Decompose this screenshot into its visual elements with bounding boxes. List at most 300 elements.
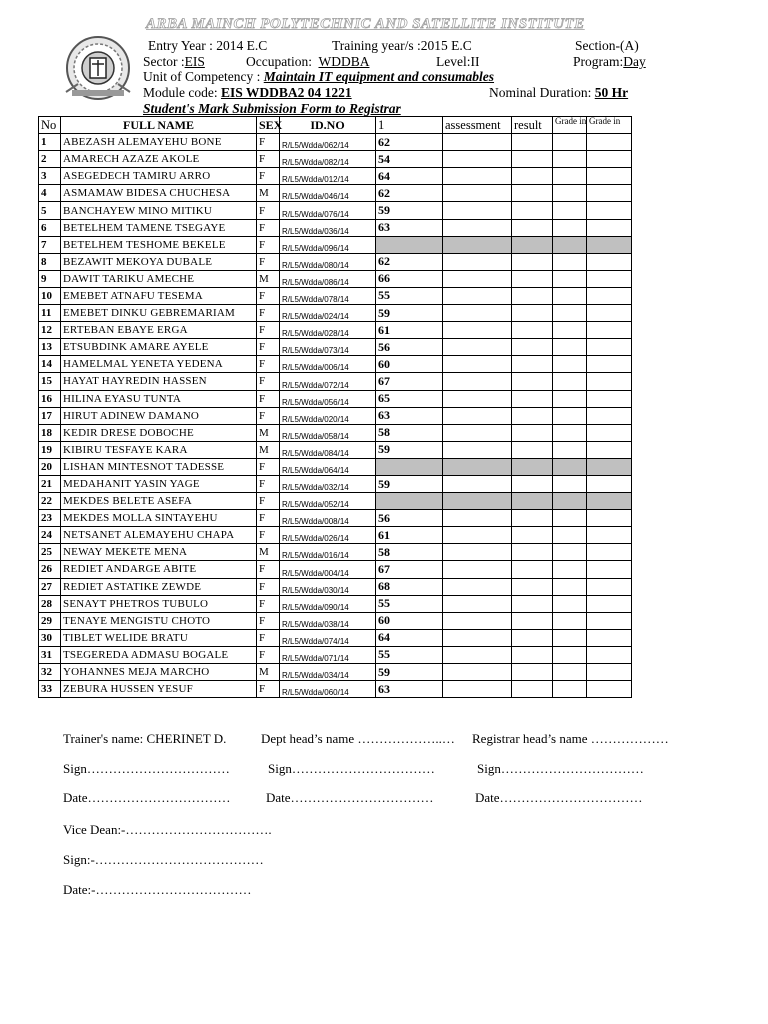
- row-number: 1: [39, 134, 61, 151]
- result-cell: [512, 270, 553, 287]
- assessment-cell: [443, 287, 512, 304]
- grade-cell-2: [587, 168, 632, 185]
- vice-dean-sign: Sign:-…………………………………: [63, 852, 264, 867]
- mark-cell: 55: [376, 646, 443, 663]
- mark-cell: 68: [376, 578, 443, 595]
- student-sex: F: [257, 407, 280, 424]
- student-sex: F: [257, 134, 280, 151]
- student-name: BETELHEM TAMENE TSEGAYE: [61, 219, 257, 236]
- row-number: 4: [39, 185, 61, 202]
- assessment-cell: [443, 561, 512, 578]
- grade-cell-2: [587, 373, 632, 390]
- assessment-cell: [443, 322, 512, 339]
- table-row: [39, 629, 632, 646]
- grade-cell-1: [553, 561, 587, 578]
- student-sex: F: [257, 510, 280, 527]
- student-name: HIRUT ADINEW DAMANO: [61, 407, 257, 424]
- result-cell: [512, 441, 553, 458]
- student-id: R/L5/Wdda/082/14: [280, 151, 376, 168]
- assessment-cell: [443, 578, 512, 595]
- table-row: [39, 151, 632, 168]
- student-name: ETSUBDINK AMARE AYELE: [61, 339, 257, 356]
- sector-label: Sector :: [143, 54, 185, 69]
- grade-cell-1: [553, 441, 587, 458]
- student-id: R/L5/Wdda/006/14: [280, 356, 376, 373]
- student-sex: F: [257, 475, 280, 492]
- student-name: TIBLET WELIDE BRATU: [61, 629, 257, 646]
- grade-cell-2: [587, 544, 632, 561]
- row-number: 8: [39, 253, 61, 270]
- grade-cell-2: [587, 305, 632, 322]
- student-sex: F: [257, 322, 280, 339]
- grade-cell-1: [553, 151, 587, 168]
- mark-cell: 63: [376, 681, 443, 698]
- student-sex: F: [257, 373, 280, 390]
- student-name: ABEZASH ALEMAYEHU BONE: [61, 134, 257, 151]
- student-name: BANCHAYEW MINO MITIKU: [61, 202, 257, 219]
- grade-cell-1: [553, 373, 587, 390]
- assessment-cell: [443, 202, 512, 219]
- mark-cell: 67: [376, 561, 443, 578]
- institute-title: ARBA MAINCH POLYTECHNIC AND SATELLITE INSTITUTE: [146, 16, 585, 32]
- grade-cell-1: [553, 664, 587, 681]
- student-id: R/L5/Wdda/056/14: [280, 390, 376, 407]
- table-row: [39, 493, 632, 510]
- mark-cell: 66: [376, 270, 443, 287]
- grade-cell-2: [587, 407, 632, 424]
- assessment-cell: [443, 475, 512, 492]
- grade-cell-1: [553, 270, 587, 287]
- student-id: R/L5/Wdda/086/14: [280, 270, 376, 287]
- student-id: R/L5/Wdda/080/14: [280, 253, 376, 270]
- assessment-cell: [443, 305, 512, 322]
- table-row: [39, 595, 632, 612]
- grade-cell-1: [553, 253, 587, 270]
- occupation-label: Occupation:: [246, 54, 312, 69]
- student-name: NEWAY MEKETE MENA: [61, 544, 257, 561]
- student-sex: F: [257, 578, 280, 595]
- student-id: R/L5/Wdda/008/14: [280, 510, 376, 527]
- sector: [143, 54, 205, 70]
- grade-cell-1: [553, 578, 587, 595]
- row-number: 27: [39, 578, 61, 595]
- grade-cell-1: [553, 646, 587, 663]
- student-sex: F: [257, 458, 280, 475]
- table-row: [39, 270, 632, 287]
- student-id: R/L5/Wdda/028/14: [280, 322, 376, 339]
- mark-cell: [376, 458, 443, 475]
- student-sex: F: [257, 202, 280, 219]
- result-cell: [512, 202, 553, 219]
- occupation-value: WDDBA: [318, 54, 370, 69]
- result-cell: [512, 664, 553, 681]
- grade-cell-2: [587, 390, 632, 407]
- grade-cell-2: [587, 681, 632, 698]
- student-name: YOHANNES MEJA MARCHO: [61, 664, 257, 681]
- student-id: R/L5/Wdda/004/14: [280, 561, 376, 578]
- mark-cell: 63: [376, 407, 443, 424]
- student-sex: F: [257, 561, 280, 578]
- dept-head-date: Date……………………………: [266, 790, 434, 805]
- row-number: 6: [39, 219, 61, 236]
- dept-head-name: Dept head’s name ………………..…: [261, 731, 455, 746]
- unit-value: Maintain IT equipment and consumables: [263, 69, 495, 84]
- mark-cell: 58: [376, 424, 443, 441]
- table-row: [39, 544, 632, 561]
- student-name: KIBIRU TESFAYE KARA: [61, 441, 257, 458]
- assessment-cell: [443, 168, 512, 185]
- result-cell: [512, 458, 553, 475]
- table-row: [39, 390, 632, 407]
- result-cell: [512, 612, 553, 629]
- result-cell: [512, 578, 553, 595]
- table-row: [39, 373, 632, 390]
- module-label: Module code:: [143, 85, 218, 100]
- grade-cell-1: [553, 629, 587, 646]
- grade-cell-1: [553, 185, 587, 202]
- mark-cell: 55: [376, 595, 443, 612]
- table-row: [39, 202, 632, 219]
- assessment-cell: [443, 185, 512, 202]
- assessment-cell: [443, 236, 512, 253]
- row-number: 24: [39, 527, 61, 544]
- section: Section-(A): [575, 38, 639, 53]
- student-id: R/L5/Wdda/016/14: [280, 544, 376, 561]
- row-number: 33: [39, 681, 61, 698]
- row-number: 20: [39, 458, 61, 475]
- result-cell: [512, 424, 553, 441]
- assessment-cell: [443, 407, 512, 424]
- program: [573, 54, 646, 70]
- mark-cell: 56: [376, 510, 443, 527]
- mark-cell: 67: [376, 373, 443, 390]
- student-id: R/L5/Wdda/052/14: [280, 493, 376, 510]
- grade-cell-2: [587, 527, 632, 544]
- mark-cell: 59: [376, 202, 443, 219]
- row-number: 28: [39, 595, 61, 612]
- result-cell: [512, 475, 553, 492]
- grade-cell-1: [553, 475, 587, 492]
- level: Level:II: [436, 54, 480, 69]
- form-title: Student's Mark Submission Form to Registrar: [143, 101, 401, 116]
- row-number: 16: [39, 390, 61, 407]
- registrar-head-name: Registrar head’s name ………………: [472, 731, 669, 746]
- student-sex: F: [257, 236, 280, 253]
- result-cell: [512, 646, 553, 663]
- grade-cell-2: [587, 561, 632, 578]
- grade-cell-2: [587, 510, 632, 527]
- grade-cell-1: [553, 595, 587, 612]
- student-name: HAMELMAL YENETA YEDENA: [61, 356, 257, 373]
- row-number: 23: [39, 510, 61, 527]
- row-number: 22: [39, 493, 61, 510]
- vice-dean: Vice Dean:-…………………………….: [63, 822, 272, 837]
- grade-cell-2: [587, 287, 632, 304]
- student-id: R/L5/Wdda/038/14: [280, 612, 376, 629]
- student-sex: F: [257, 493, 280, 510]
- row-number: 14: [39, 356, 61, 373]
- table-row: [39, 578, 632, 595]
- assessment-cell: [443, 646, 512, 663]
- assessment-cell: [443, 390, 512, 407]
- table-row: [39, 646, 632, 663]
- row-number: 25: [39, 544, 61, 561]
- student-name: MEKDES MOLLA SINTAYEHU: [61, 510, 257, 527]
- student-id: R/L5/Wdda/090/14: [280, 595, 376, 612]
- grade-cell-2: [587, 236, 632, 253]
- student-sex: F: [257, 390, 280, 407]
- student-name: LISHAN MINTESNOT TADESSE: [61, 458, 257, 475]
- table-row: [39, 458, 632, 475]
- table-row: [39, 407, 632, 424]
- result-cell: [512, 407, 553, 424]
- student-id: R/L5/Wdda/032/14: [280, 475, 376, 492]
- result-cell: [512, 168, 553, 185]
- table-row: [39, 561, 632, 578]
- student-id: R/L5/Wdda/073/14: [280, 339, 376, 356]
- col-header-result: result: [512, 117, 553, 134]
- entry-year: Entry Year : 2014 E.C: [148, 38, 268, 53]
- grade-cell-1: [553, 681, 587, 698]
- assessment-cell: [443, 339, 512, 356]
- col-header-assessment: assessment: [443, 117, 512, 134]
- student-id: R/L5/Wdda/026/14: [280, 527, 376, 544]
- col-header-grade-in-2: Grade in: [587, 117, 632, 134]
- grade-cell-1: [553, 510, 587, 527]
- mark-cell: 63: [376, 219, 443, 236]
- mark-cell: 59: [376, 305, 443, 322]
- student-name: SENAYT PHETROS TUBULO: [61, 595, 257, 612]
- student-name: EMEBET DINKU GEBREMARIAM: [61, 305, 257, 322]
- grade-cell-1: [553, 202, 587, 219]
- mark-cell: 59: [376, 441, 443, 458]
- student-sex: F: [257, 339, 280, 356]
- col-header-no: No: [39, 117, 61, 134]
- mark-cell: 56: [376, 339, 443, 356]
- result-cell: [512, 236, 553, 253]
- grade-cell-1: [553, 305, 587, 322]
- assessment-cell: [443, 629, 512, 646]
- table-row: [39, 510, 632, 527]
- student-name: MEKDES BELETE ASEFA: [61, 493, 257, 510]
- student-name: ASEGEDECH TAMIRU ARRO: [61, 168, 257, 185]
- row-number: 3: [39, 168, 61, 185]
- duration-label: Nominal Duration:: [489, 85, 592, 100]
- student-sex: F: [257, 305, 280, 322]
- assessment-cell: [443, 527, 512, 544]
- table-row: [39, 134, 632, 151]
- grade-cell-1: [553, 458, 587, 475]
- result-cell: [512, 287, 553, 304]
- row-number: 2: [39, 151, 61, 168]
- assessment-cell: [443, 134, 512, 151]
- result-cell: [512, 629, 553, 646]
- student-id: R/L5/Wdda/096/14: [280, 236, 376, 253]
- mark-cell: 64: [376, 629, 443, 646]
- student-sex: F: [257, 151, 280, 168]
- result-cell: [512, 527, 553, 544]
- grade-cell-2: [587, 339, 632, 356]
- student-sex: F: [257, 527, 280, 544]
- student-id: R/L5/Wdda/058/14: [280, 424, 376, 441]
- mark-cell: 59: [376, 664, 443, 681]
- mark-cell: 60: [376, 612, 443, 629]
- grade-cell-2: [587, 458, 632, 475]
- registrar-sign: Sign……………………………: [477, 761, 644, 776]
- student-id: R/L5/Wdda/046/14: [280, 185, 376, 202]
- student-sex: F: [257, 356, 280, 373]
- duration-value: 50 Hr: [594, 85, 629, 100]
- mark-cell: 62: [376, 185, 443, 202]
- mark-cell: 62: [376, 253, 443, 270]
- grade-cell-2: [587, 578, 632, 595]
- grade-cell-1: [553, 424, 587, 441]
- assessment-cell: [443, 458, 512, 475]
- student-name: MEDAHANIT YASIN YAGE: [61, 475, 257, 492]
- student-name: EMEBET ATNAFU TESEMA: [61, 287, 257, 304]
- trainer-sign: Sign……………………………: [63, 761, 230, 776]
- grade-cell-1: [553, 168, 587, 185]
- student-id: R/L5/Wdda/084/14: [280, 441, 376, 458]
- grade-cell-2: [587, 219, 632, 236]
- grade-cell-2: [587, 441, 632, 458]
- grade-cell-1: [553, 493, 587, 510]
- result-cell: [512, 390, 553, 407]
- result-cell: [512, 253, 553, 270]
- row-number: 29: [39, 612, 61, 629]
- module-code: [143, 85, 352, 101]
- grade-cell-2: [587, 493, 632, 510]
- table-row: [39, 322, 632, 339]
- student-sex: F: [257, 629, 280, 646]
- grade-cell-2: [587, 664, 632, 681]
- mark-cell: 62: [376, 134, 443, 151]
- result-cell: [512, 151, 553, 168]
- row-number: 32: [39, 664, 61, 681]
- assessment-cell: [443, 595, 512, 612]
- result-cell: [512, 185, 553, 202]
- row-number: 13: [39, 339, 61, 356]
- grade-cell-1: [553, 390, 587, 407]
- table-row: [39, 356, 632, 373]
- student-name: TENAYE MENGISTU CHOTO: [61, 612, 257, 629]
- student-id: R/L5/Wdda/020/14: [280, 407, 376, 424]
- student-name: ASMAMAW BIDESA CHUCHESA: [61, 185, 257, 202]
- mark-cell: 61: [376, 322, 443, 339]
- result-cell: [512, 373, 553, 390]
- row-number: 15: [39, 373, 61, 390]
- col-header-id-no: ID.NO: [280, 117, 376, 134]
- student-sex: M: [257, 544, 280, 561]
- sector-value: EIS: [184, 54, 205, 69]
- grade-cell-1: [553, 287, 587, 304]
- assessment-cell: [443, 424, 512, 441]
- row-number: 17: [39, 407, 61, 424]
- mark-cell: 58: [376, 544, 443, 561]
- student-name: ZEBURA HUSSEN YESUF: [61, 681, 257, 698]
- grade-cell-2: [587, 475, 632, 492]
- col-header-sex: SEX: [257, 117, 280, 134]
- result-cell: [512, 356, 553, 373]
- grade-cell-1: [553, 356, 587, 373]
- mark-cell: 54: [376, 151, 443, 168]
- student-name: AMARECH AZAZE AKOLE: [61, 151, 257, 168]
- student-id: R/L5/Wdda/071/14: [280, 646, 376, 663]
- student-sex: F: [257, 253, 280, 270]
- student-id: R/L5/Wdda/024/14: [280, 305, 376, 322]
- assessment-cell: [443, 253, 512, 270]
- result-cell: [512, 322, 553, 339]
- grade-cell-2: [587, 612, 632, 629]
- grade-cell-1: [553, 236, 587, 253]
- result-cell: [512, 681, 553, 698]
- mark-cell: [376, 493, 443, 510]
- table-row: [39, 612, 632, 629]
- student-id: R/L5/Wdda/072/14: [280, 373, 376, 390]
- table-row: [39, 441, 632, 458]
- assessment-cell: [443, 664, 512, 681]
- row-number: 19: [39, 441, 61, 458]
- result-cell: [512, 134, 553, 151]
- student-name: KEDIR DRESE DOBOCHE: [61, 424, 257, 441]
- result-cell: [512, 305, 553, 322]
- student-name: DAWIT TARIKU AMECHE: [61, 270, 257, 287]
- mark-cell: 59: [376, 475, 443, 492]
- table-header-row: [39, 117, 632, 134]
- student-id: R/L5/Wdda/012/14: [280, 168, 376, 185]
- assessment-cell: [443, 151, 512, 168]
- table-row: [39, 424, 632, 441]
- row-number: 11: [39, 305, 61, 322]
- unit-label: Unit of Competency :: [143, 69, 261, 84]
- student-name: HILINA EYASU TUNTA: [61, 390, 257, 407]
- assessment-cell: [443, 510, 512, 527]
- registrar-date: Date……………………………: [475, 790, 643, 805]
- student-sex: F: [257, 646, 280, 663]
- mark-cell: 61: [376, 527, 443, 544]
- table-row: [39, 681, 632, 698]
- student-id: R/L5/Wdda/060/14: [280, 681, 376, 698]
- assessment-cell: [443, 493, 512, 510]
- student-id: R/L5/Wdda/064/14: [280, 458, 376, 475]
- assessment-cell: [443, 270, 512, 287]
- student-name: BEZAWIT MEKOYA DUBALE: [61, 253, 257, 270]
- student-sex: F: [257, 595, 280, 612]
- student-sex: F: [257, 612, 280, 629]
- mark-cell: 55: [376, 287, 443, 304]
- assessment-cell: [443, 373, 512, 390]
- result-cell: [512, 544, 553, 561]
- row-number: 5: [39, 202, 61, 219]
- student-sex: F: [257, 219, 280, 236]
- student-id: R/L5/Wdda/034/14: [280, 664, 376, 681]
- result-cell: [512, 510, 553, 527]
- student-name: HAYAT HAYREDIN HASSEN: [61, 373, 257, 390]
- grade-cell-1: [553, 544, 587, 561]
- grade-cell-1: [553, 219, 587, 236]
- assessment-cell: [443, 441, 512, 458]
- occupation: [246, 54, 370, 70]
- grade-cell-1: [553, 527, 587, 544]
- program-label: Program:: [573, 54, 624, 69]
- student-id: R/L5/Wdda/062/14: [280, 134, 376, 151]
- student-sex: F: [257, 168, 280, 185]
- grade-cell-2: [587, 270, 632, 287]
- table-row: [39, 339, 632, 356]
- assessment-cell: [443, 612, 512, 629]
- row-number: 18: [39, 424, 61, 441]
- col-header-1: 1: [376, 117, 443, 134]
